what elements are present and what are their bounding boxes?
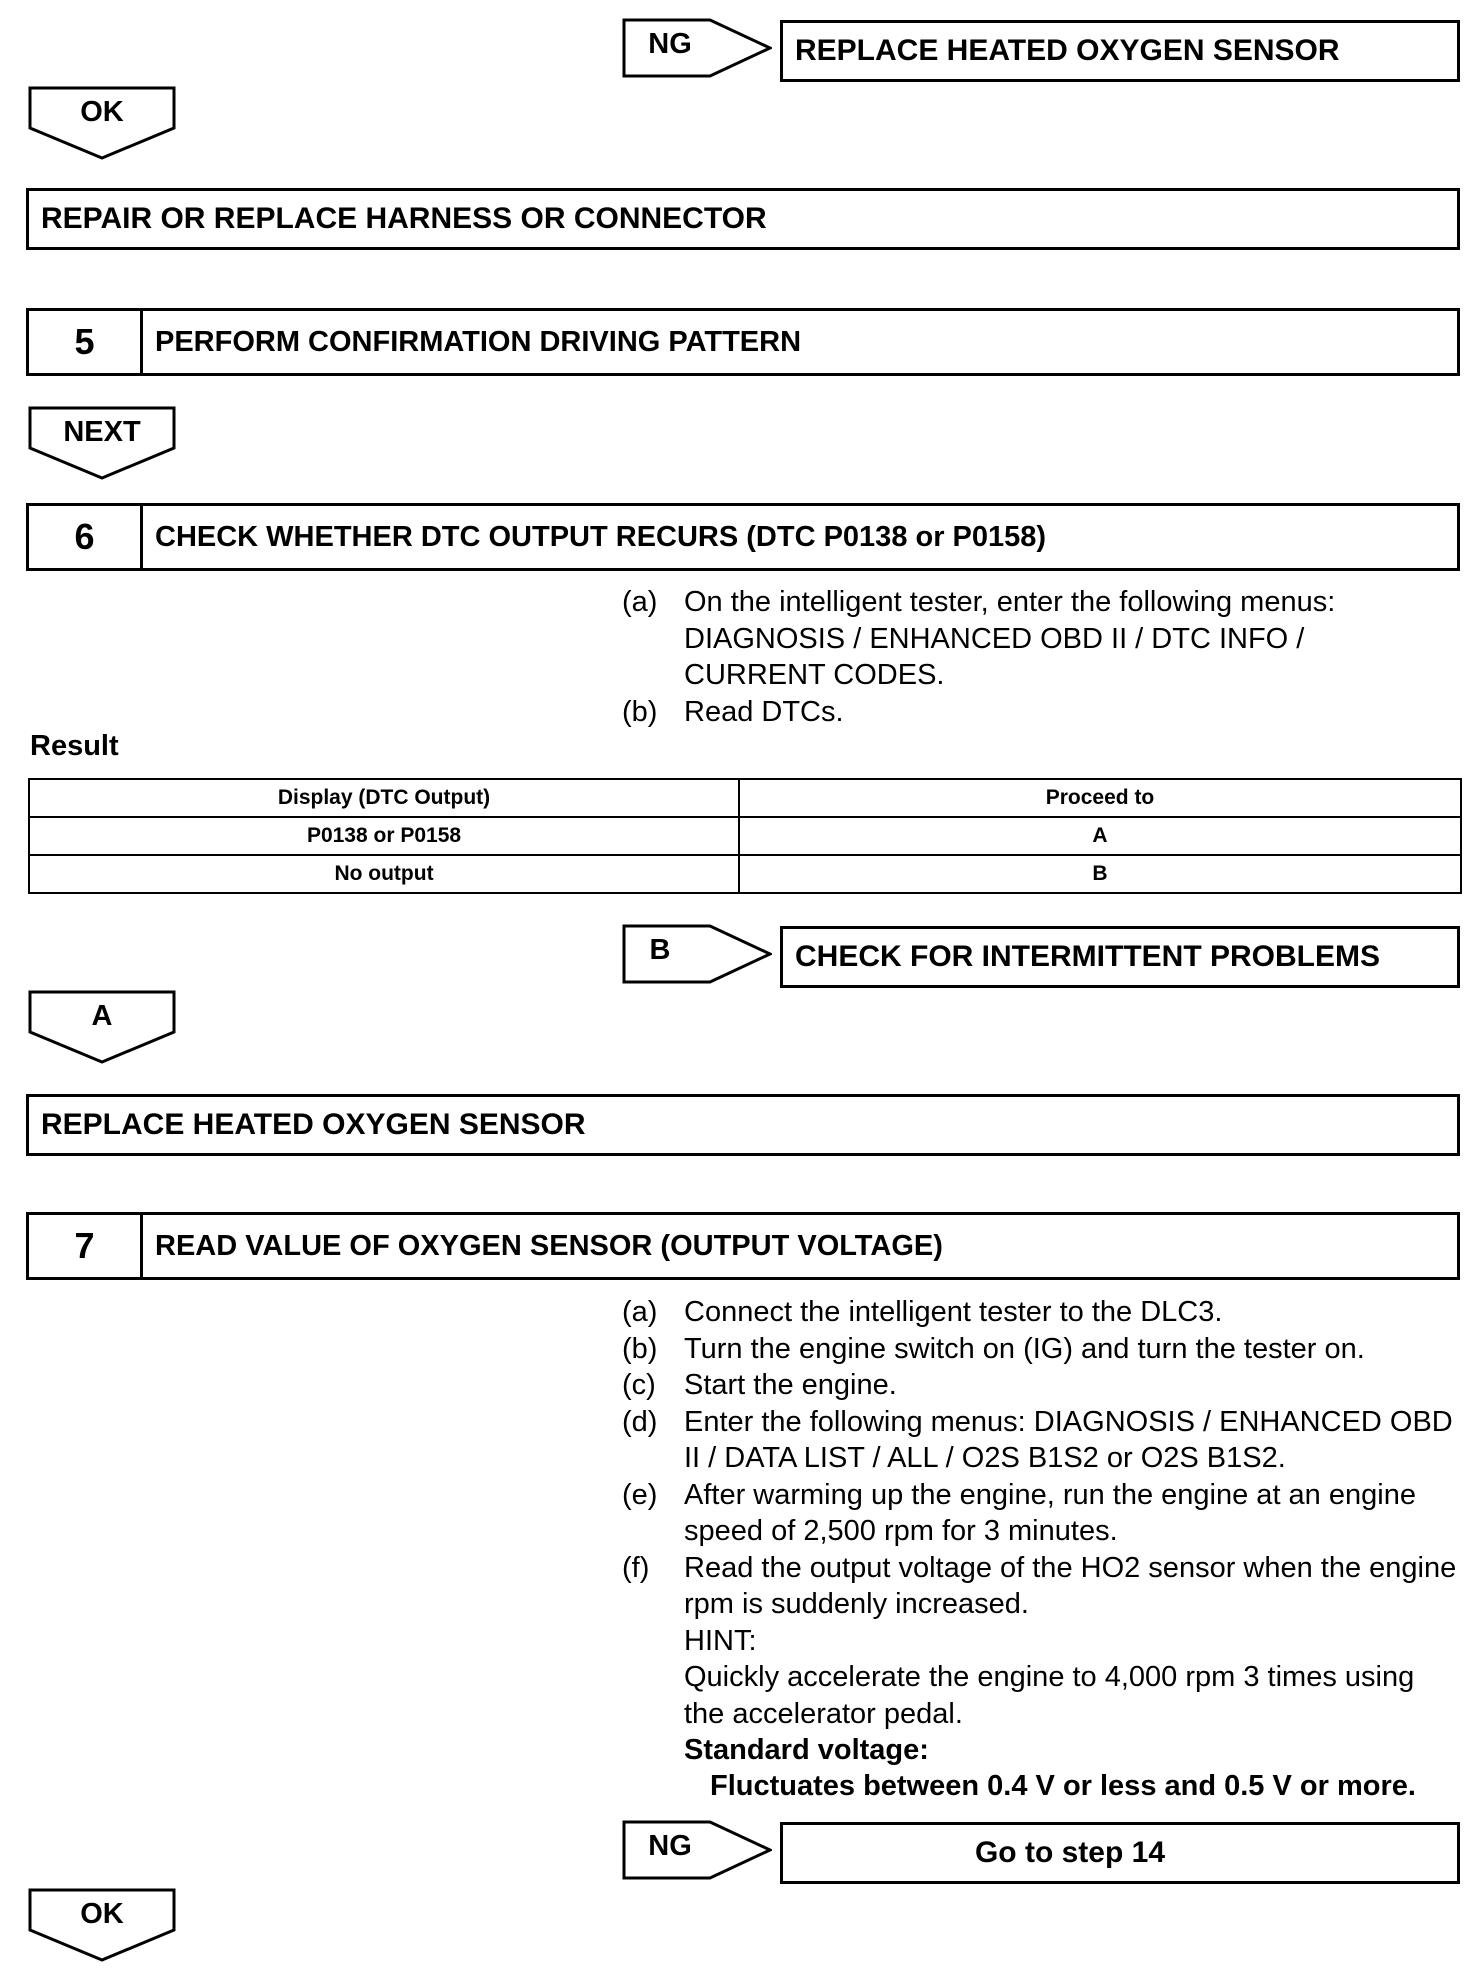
column-header: Proceed to	[739, 779, 1461, 817]
table-row	[29, 817, 1461, 855]
a-label: A	[91, 1000, 113, 1032]
ng-action-box: REPLACE HEATED OXYGEN SENSOR	[780, 20, 1460, 82]
instruction-text: Connect the intelligent tester to the DLC3.	[684, 1296, 1223, 1328]
instruction-label: (c)	[622, 1369, 656, 1401]
result-table	[28, 778, 1462, 894]
table-cell: A	[739, 817, 1461, 855]
step-title: READ VALUE OF OXYGEN SENSOR (OUTPUT VOLTAGE)	[155, 1229, 943, 1262]
intermittent-problems-box: CHECK FOR INTERMITTENT PROBLEMS	[780, 926, 1460, 988]
step-7-instructions	[622, 1294, 1462, 1769]
repair-harness-box: REPAIR OR REPLACE HARNESS OR CONNECTOR	[26, 188, 1460, 250]
column-header: Display (DTC Output)	[29, 779, 739, 817]
table-cell: P0138 or P0158	[29, 817, 739, 855]
next-label: NEXT	[63, 416, 141, 448]
ng-tag-label: NG	[648, 1830, 692, 1862]
instruction-item	[622, 694, 1382, 731]
step-number: 6	[29, 506, 143, 568]
instruction-item	[622, 584, 1382, 694]
instruction-label: (f)	[622, 1551, 650, 1584]
standard-voltage-value: Fluctuates between 0.4 V or less and 0.5 V or more.	[710, 1770, 1416, 1802]
step-5-header	[26, 308, 1460, 376]
instruction-text: Enter the following menus: DIAGNOSIS / ENHANCED OBD II / DATA LIST / ALL / O2S B1S2 or O2S B1S2.	[684, 1405, 1453, 1474]
hint-label: HINT:	[684, 1624, 757, 1657]
go-to-step-14-box	[780, 1822, 1460, 1884]
table-cell: B	[739, 855, 1461, 893]
instruction-item	[622, 1477, 1462, 1550]
table-row	[29, 855, 1461, 893]
instruction-text: On the intelligent tester, enter the following menus: DIAGNOSIS / ENHANCED OBD II / DTC INFO / CURRENT CODES.	[684, 586, 1336, 691]
instruction-label: (b)	[622, 695, 658, 728]
instruction-label: (a)	[622, 586, 658, 618]
step-6-header	[26, 503, 1460, 571]
instruction-item	[622, 1331, 1462, 1368]
ng-tag-label: NG	[648, 28, 692, 60]
instruction-label: (e)	[622, 1478, 658, 1511]
instruction-text: After warming up the engine, run the engine at an engine speed of 2,500 rpm for 3 minutes.	[684, 1478, 1416, 1547]
go-to-step-label: Go to step 14	[974, 1836, 1166, 1869]
instruction-item	[622, 1550, 1462, 1769]
instruction-f-text: Read the output voltage of the HO2 sensor when the engine rpm is suddenly increased.	[684, 1551, 1457, 1620]
ok-label: OK	[80, 1898, 124, 1930]
b-tag-label: B	[649, 934, 671, 966]
table-cell: No output	[29, 855, 739, 893]
standard-voltage-label: Standard voltage:	[684, 1734, 929, 1766]
step-number: 5	[29, 311, 143, 373]
ok-label: OK	[80, 96, 124, 128]
step-7-header	[26, 1212, 1460, 1280]
instruction-item	[622, 1367, 1462, 1404]
step-6-instructions	[622, 584, 1382, 730]
instruction-item	[622, 1294, 1462, 1331]
result-heading: Result	[30, 730, 119, 762]
instruction-text: Start the engine.	[684, 1369, 897, 1401]
replace-sensor-box: REPLACE HEATED OXYGEN SENSOR	[26, 1094, 1460, 1156]
instruction-label: (b)	[622, 1332, 658, 1365]
instruction-text: Turn the engine switch on (IG) and turn the tester on.	[684, 1332, 1365, 1365]
step-number: 7	[29, 1215, 143, 1277]
instruction-item	[622, 1404, 1462, 1477]
step-title: PERFORM CONFIRMATION DRIVING PATTERN	[155, 325, 802, 358]
hint-text: Quickly accelerate the engine to 4,000 rpm 3 times using the accelerator pedal.	[684, 1661, 1415, 1730]
instruction-label: (a)	[622, 1296, 658, 1328]
instruction-text: Read DTCs.	[684, 695, 844, 728]
instruction-label: (d)	[622, 1405, 658, 1438]
step-title: CHECK WHETHER DTC OUTPUT RECURS (DTC P0138 or P0158)	[155, 520, 1047, 553]
instruction-text	[684, 1550, 1462, 1769]
table-header-row	[29, 779, 1461, 817]
